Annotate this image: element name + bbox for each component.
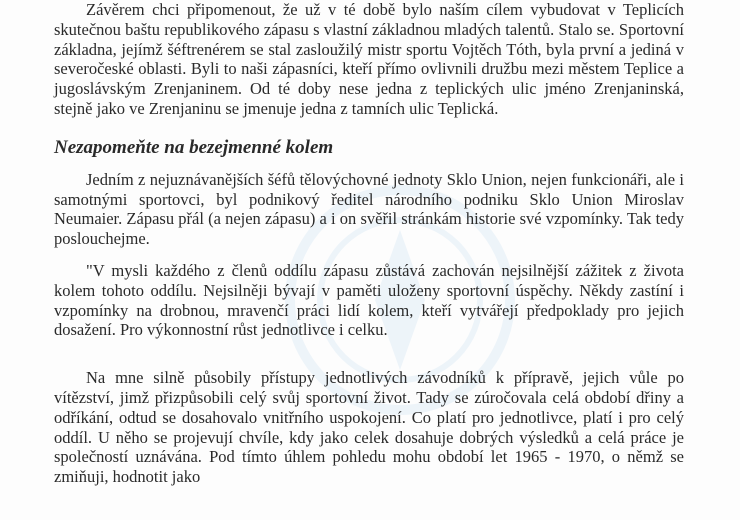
section-heading: Nezapomeňte na bezejmenné kolem [54,136,334,158]
paragraph: Závěrem chci připomenout, že už v té době bylo naším cílem vybudovat v Teplicích skutečnou baštu republikového zápasu s vlastní základnou mladých talentů. Stalo se. Sportovní základna, jejímž šéftrenérem se stal zasloužilý mistr sportu Vojtěch Tóth, byla první a jediná v severočeské oblasti. Byli to naši zápasníci, kteří přímo ovlivnili družbu mezi městem Teplice a jugoslávským Zrenjaninem. Od té doby nese jedna z teplických ulic jméno Zrenjaninská, stejně jako ve Zrenjaninu se jmenuje jedna z tamních ulic Teplická. [54,0,684,118]
paragraph: Na mne silně působily přístupy jednotlivých závodníků k přípravě, jejich vůle po vítězství, jimž přizpůsobili celý svůj sportovní život. Tady se zúročovala celá období dřiny a odříkání, odtud se dosahovalo vnitřního uspokojení. Co platí pro jednotlivce, platí i pro celý oddíl. U něho se projevují chvíle, kdy jako celek dosahuje dobrých výsledků a celá práce je společností uznávána. Pod tímto úhlem pohledu mohu období let 1965 - 1970, o němž se zmiňuji, hodnotit jako [54,368,684,487]
document-body [54,0,684,487]
paragraph: Jedním z nejuznávanějších šéfů tělovýchovné jednoty Sklo Union, nejen funkcionáři, ale i samotnými sportovci, byl podnikový ředitel národního podniku Sklo Union Miroslav Neumaier. Zápasu přál (a nejen zápasu) a i on svěřil stránkám historie své vzpomínky. Tak tedy poslouchejme. [54,169,684,249]
paragraph-quote: "V mysli každého z členů oddílu zápasu zůstává zachován nejsilnější zážitek z života kolem tohoto oddílu. Nejsilněji bývají v paměti uloženy sportovní úspěchy. Někdy zastíní i vzpomínky na drobnou, mravenčí práci lidí kolem, kteří vytvářejí předpoklady pro jejich dosažení. Pro výkonnostní růst jednotlivce i celku. [54,260,684,340]
